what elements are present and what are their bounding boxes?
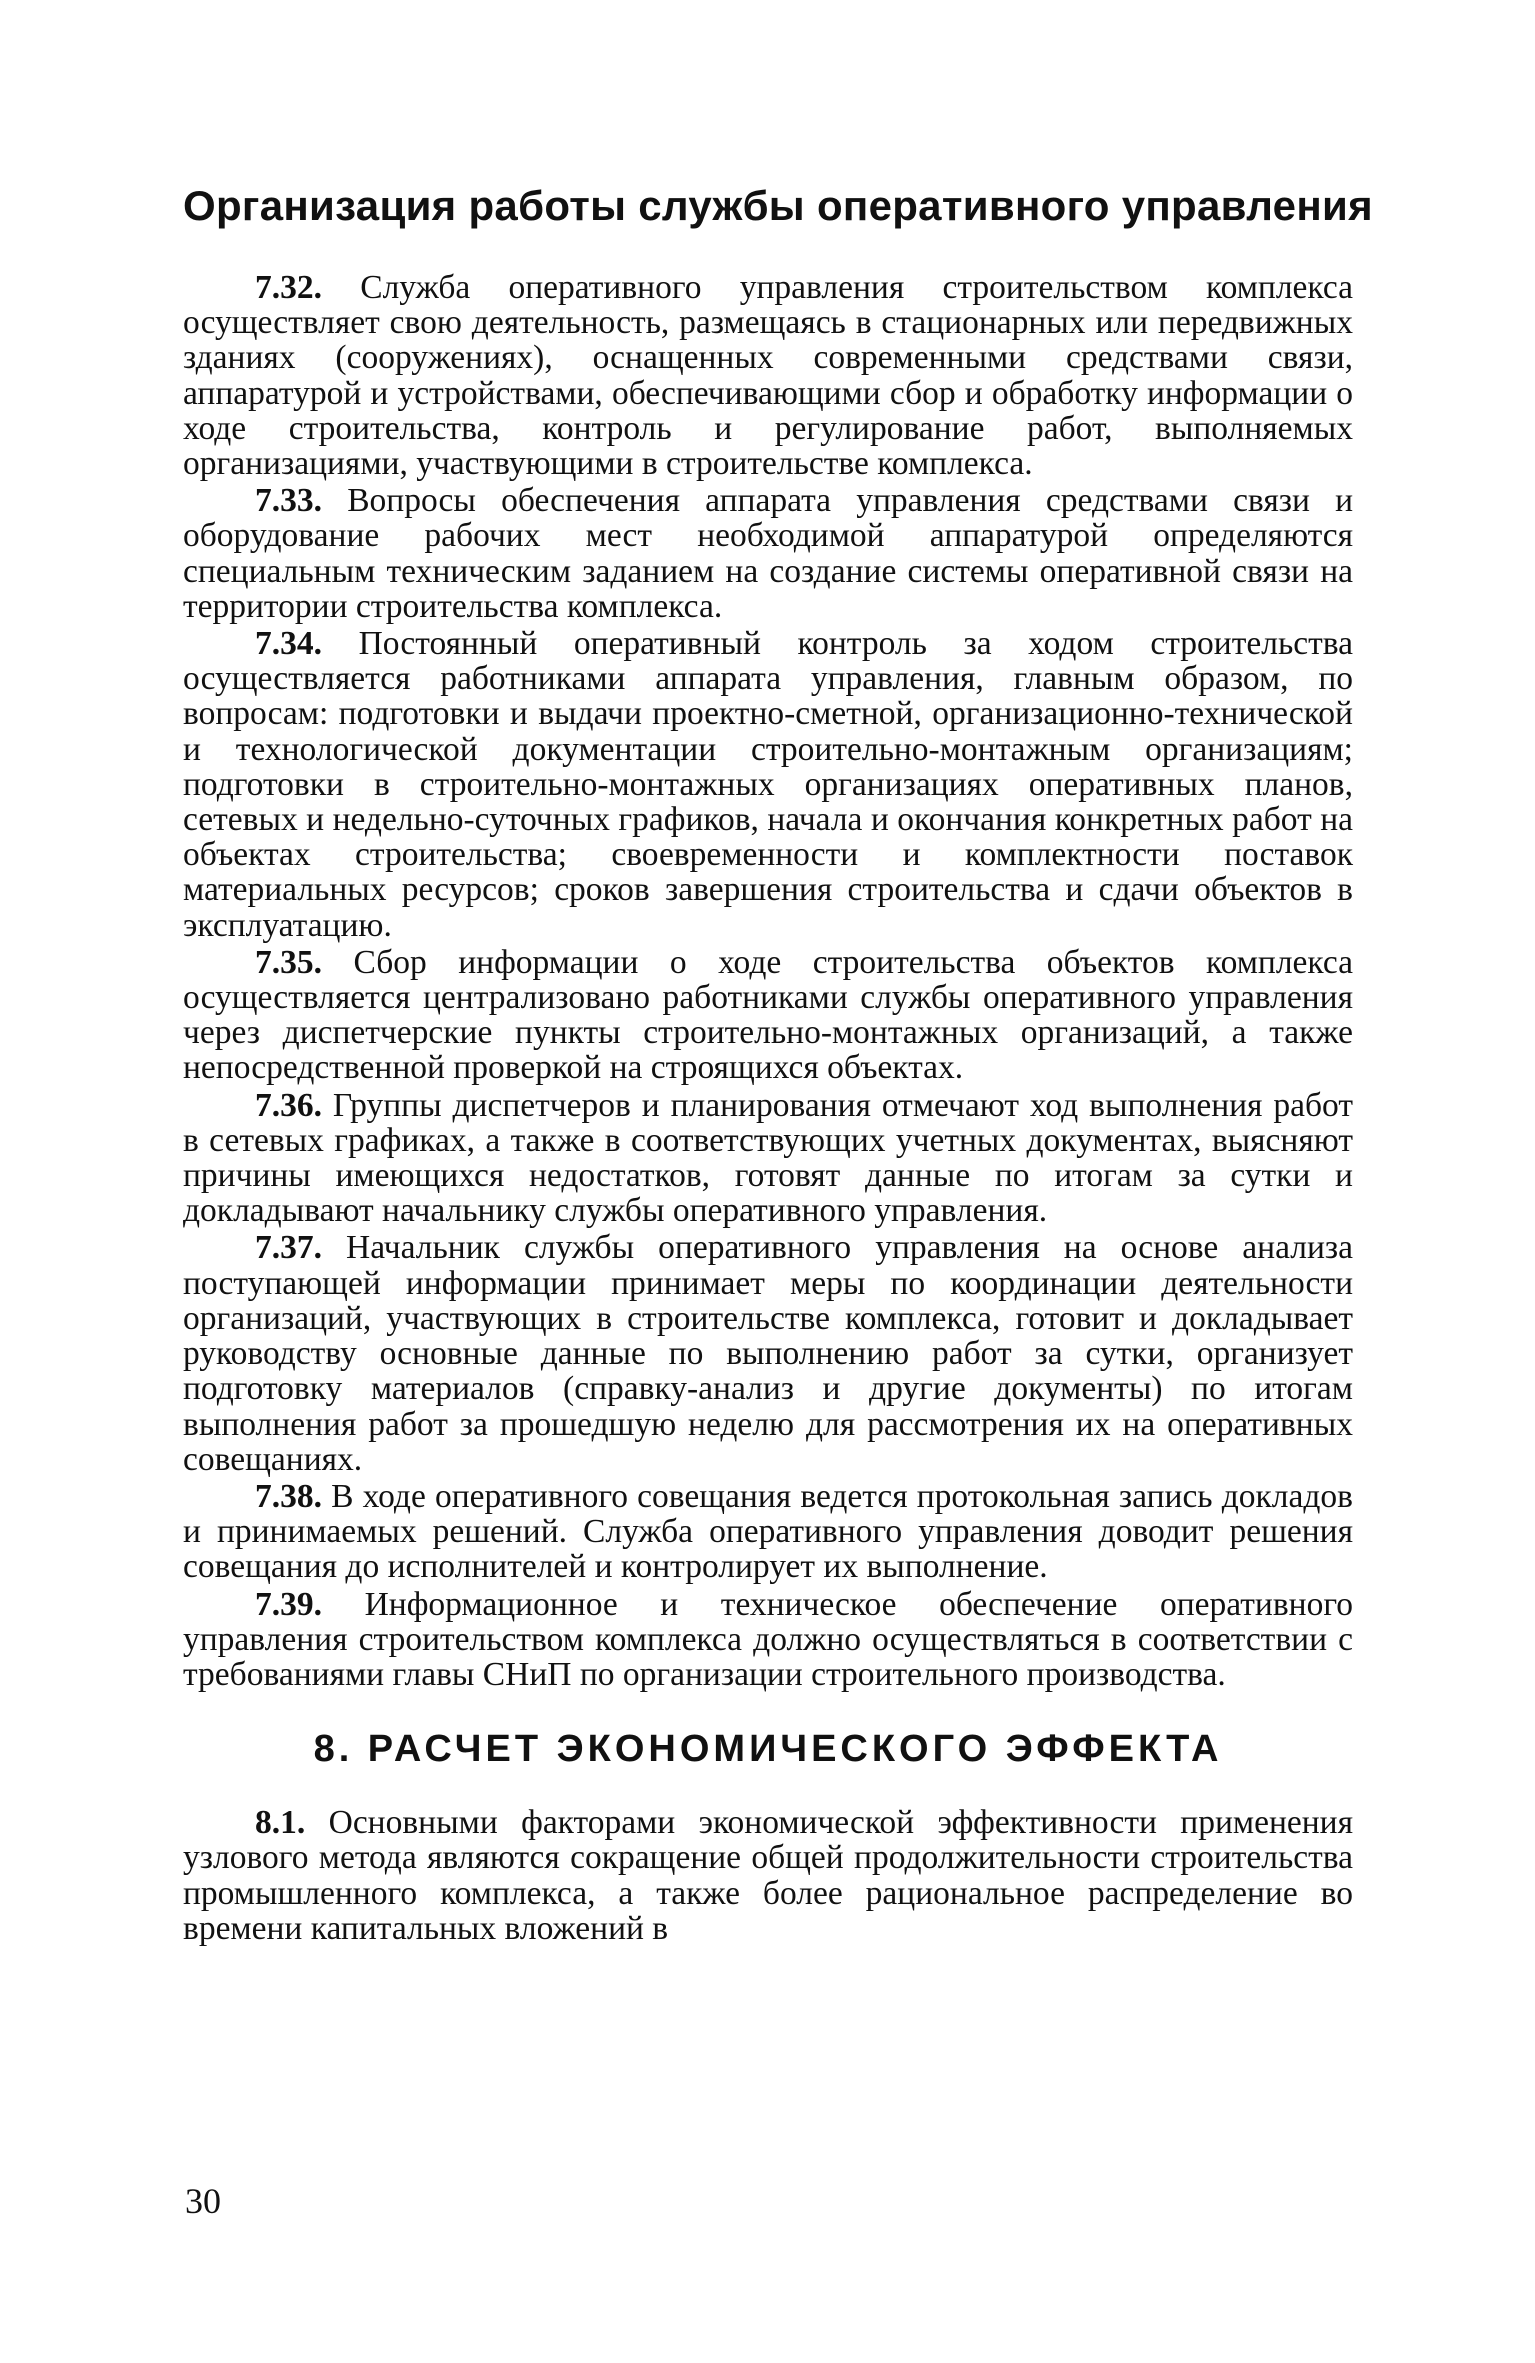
paragraph-number: 7.34.: [255, 625, 322, 663]
paragraph-text: Информационное и техническое обеспечение оперативного управления строительством комплекса должно осуществляться в соответствии с требованиями главы СНиП по организации строительного производства.: [183, 1585, 1353, 1693]
section-title: Организация работы службы оперативного управления: [183, 182, 1373, 229]
chapter-title: 8. РАСЧЕТ ЭКОНОМИЧЕСКОГО ЭФФЕКТА: [313, 1728, 1223, 1771]
paragraph: [183, 1230, 1353, 1476]
paragraph: [183, 1587, 1353, 1693]
paragraph-number: 7.39.: [255, 1585, 322, 1623]
paragraph-number: 7.33.: [255, 482, 322, 520]
paragraph: [183, 1479, 1353, 1585]
paragraph-text: Постоянный оперативный контроль за ходом строительства осуществляется работниками аппарата управления, главным образом, по вопросам: подготовки и выдачи проектно-сметной, организационно-технической и технологической документации строительно-монтажным организациям; подготовки в строительно-монтажных организациях оперативных планов, сетевых и недельно-суточных графиков, начала и окончания конкретных работ на объектах строительства; своевременности и комплектности поставок материальных ресурсов; сроков завершения строительства и сдачи объектов в эксплуатацию.: [183, 625, 1353, 944]
paragraph-number: 7.32.: [255, 269, 322, 306]
paragraph: [183, 1805, 1353, 1946]
paragraphs-section-7: [183, 270, 1353, 1692]
paragraph-text: Основными факторами экономической эффективности применения узлового метода являются сокращение общей продолжительности строительства промышленного комплекса, а также более рациональное распределение во времени капитальных вложений в: [183, 1804, 1354, 1947]
paragraph: [183, 945, 1353, 1086]
paragraph-number: 8.1.: [255, 1804, 306, 1842]
paragraph-text: Группы диспетчеров и планирования отмечают ход выполнения работ в сетевых графиках, а также в соответствующих учетных документах, выясняют причины имеющихся недостатков, готовят данные по итогам за сутки и докладывают начальнику службы оперативного управления.: [183, 1086, 1353, 1230]
paragraph-number: 7.38.: [255, 1477, 322, 1515]
paragraph-number: 7.35.: [255, 943, 322, 981]
paragraph-text: Служба оперативного управления строительством комплекса осуществляет свою деятельность, размещаясь в стационарных или передвижных зданиях (сооружениях), оснащенных современными средствами связи, аппаратурой и устройствами, обеспечивающими сбор и обработку информации о ходе строительства, контроль и регулирование работ, выполняемых организациями, участвующими в строительстве комплекса.: [183, 269, 1353, 483]
paragraphs-section-8: [183, 1805, 1353, 1946]
paragraph-text: Вопросы обеспечения аппарата управления средствами связи и оборудование рабочих мест необходимой аппаратурой определяются специальным техническим заданием на создание системы оперативной связи на территории строительства комплекса.: [183, 482, 1354, 625]
paragraph-text: Начальник службы оперативного управления на основе анализа поступающей информации принимает меры по координации деятельности организаций, участвующих в строительстве комплекса, готовит и докладывает руководству основные данные по выполнению работ за сутки, организует подготовку материалов (справку-анализ и другие документы) по итогам выполнения работ за прошедшую неделю для рассмотрения их на оперативных совещаниях.: [183, 1229, 1353, 1478]
paragraph: [183, 626, 1353, 943]
paragraph-text: В ходе оперативного совещания ведется протокольная запись докладов и принимаемых решений. Служба оперативного управления доводит решения совещания до исполнителей и контролирует их выполнение.: [183, 1477, 1354, 1586]
paragraph: [183, 483, 1353, 624]
paragraph-number: 7.36.: [255, 1086, 322, 1124]
page-number: 30: [185, 2181, 221, 2221]
paragraph-text: Сбор информации о ходе строительства объектов комплекса осуществляется централизовано работниками службы оперативного управления через диспетчерские пункты строительно-монтажных организаций, а также непосредственной проверкой на строящихся объектах.: [183, 943, 1353, 1087]
paragraph: [183, 270, 1353, 481]
document-page: [183, 170, 1373, 1948]
paragraph-number: 7.37.: [255, 1229, 322, 1267]
paragraph: [183, 1088, 1353, 1229]
